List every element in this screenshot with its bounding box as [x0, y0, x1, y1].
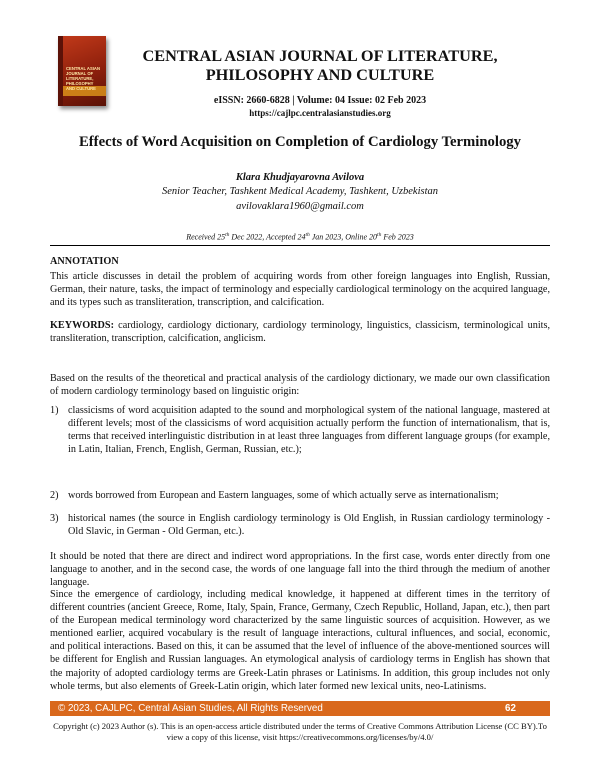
author-email[interactable]: avilovaklara1960@gmail.com — [236, 201, 364, 212]
list-number: 2) — [50, 490, 59, 501]
online-date: Jan 2023, Online 20 — [309, 232, 378, 242]
journal-cover-image — [58, 36, 106, 106]
intro-paragraph: Based on the results of the theoretical and practical analysis of the cardiology dictionary, we made our own classification of modern cardiology terminology based on linguistic origin: — [50, 373, 550, 398]
list-text: historical names (the source in English cardiology terminology is Old English, in Russian cardiology terminology - Old Slavic, in German - Old German, etc.). — [68, 513, 550, 538]
keywords-label: KEYWORDS: — [50, 320, 114, 331]
article-dates: Received 25th Dec 2022, Accepted 24th Jan 2023, Online 20th Feb 2023 — [186, 232, 414, 242]
keywords-text: cardiology, cardiology dictionary, cardiology terminology, linguistics, classicism, terminological units, transliteration, transcription, calcification, anglicism. — [50, 320, 550, 345]
annotation-heading: ANNOTATION — [50, 256, 119, 267]
list-text: words borrowed from European and Eastern languages, some of which actually serve as internationalism; — [68, 490, 499, 501]
author-name: Klara Khudjayarovna Avilova — [235, 172, 365, 183]
journal-website-link[interactable]: https://cajlpc.centralasianstudies.org — [249, 108, 391, 118]
footer-copyright-notice: © 2023, CAJLPC, Central Asian Studies, All Rights Reserved — [58, 703, 323, 714]
journal-title — [130, 46, 510, 84]
paragraph-2: It should be noted that there are direct and indirect word appropriations. In the first case, words enter directly from one language to another, and in the second case, the words of one language fall into the third through the medium of another language. — [50, 551, 550, 589]
accepted-date: Dec 2022, Accepted 24 — [229, 232, 306, 242]
list-number: 3) — [50, 513, 59, 524]
annotation-text: This article discusses in detail the problem of acquiring words from other foreign languages into English, Russian, German, their nature, tasks, the impact of terminology and especially cardiological terminology on the acquired language, and its types such as transliteration, transcription, and calcification. — [50, 271, 550, 309]
list-item — [50, 512, 550, 538]
list-item — [50, 404, 550, 456]
keywords — [50, 319, 550, 345]
paper-title: Effects of Word Acquisition on Completion of Cardiology Terminology — [78, 134, 521, 150]
journal-title-line2: PHILOSOPHY AND CULTURE — [205, 65, 435, 84]
issn-line: eISSN: 2660-6828 | Volume: 04 Issue: 02 Feb 2023 — [213, 95, 427, 106]
footer-bar — [50, 701, 550, 716]
journal-title-line1: CENTRAL ASIAN JOURNAL OF LITERATURE, — [142, 46, 498, 65]
page-number: 62 — [505, 703, 516, 714]
list-item — [50, 489, 550, 502]
list-number: 1) — [50, 405, 59, 416]
received-date: Received 25 — [186, 232, 226, 242]
author-affiliation: Senior Teacher, Tashkent Medical Academy, Tashkent, Uzbekistan — [162, 186, 438, 197]
list-text: classicisms of word acquisition adapted to the sound and morphological system of the national language, mastered at different levels; most of the classicisms of word acquisition actually perform the function of internationalism, that is, terms that received interlinguistic distribution in at least three languages from different language groups (for example, in Latin, Italian, French, English, German, Russian, etc.); — [68, 405, 550, 456]
paragraph-3: Since the emergence of cardiology, including medical knowledge, it happened at different times in the territory of different countries (ancient Greece, Rome, Italy, Spain, France, Germany, Czech Republic, Holland, Japan, etc.), then part of the European medical terminology word characterized by the same linguistic sources of acquisition. However, as we mentioned earlier, acquired vocabulary is the result of language interactions, cultural influences, and social, economic, and political interactions. Based on this, it can be assumed that the level of influence of the above-mentioned sources will be different for English and Russian languages. An etymological analysis of cardiology terms in English has shown that the majority of adopted cardiology terms are Greek-Latin phrases or Latinisms. In addition, this group includes not only whole terms, but also elements of Greek-Latin origin, which later formed new lexical units, neo-Latinisms. — [50, 589, 550, 692]
license-notice: Copyright (c) 2023 Author (s). This is an open-access article distributed under the terms of Creative Commons Attribution License (CC BY).To view a copy of this license, visit https://creativecommons.org/licenses/by/4.0/ — [53, 721, 547, 742]
cover-title-text: CENTRAL ASIAN JOURNAL OF LITERATURE, PHILOSOPHY AND CULTURE — [66, 66, 100, 91]
divider — [50, 245, 550, 246]
